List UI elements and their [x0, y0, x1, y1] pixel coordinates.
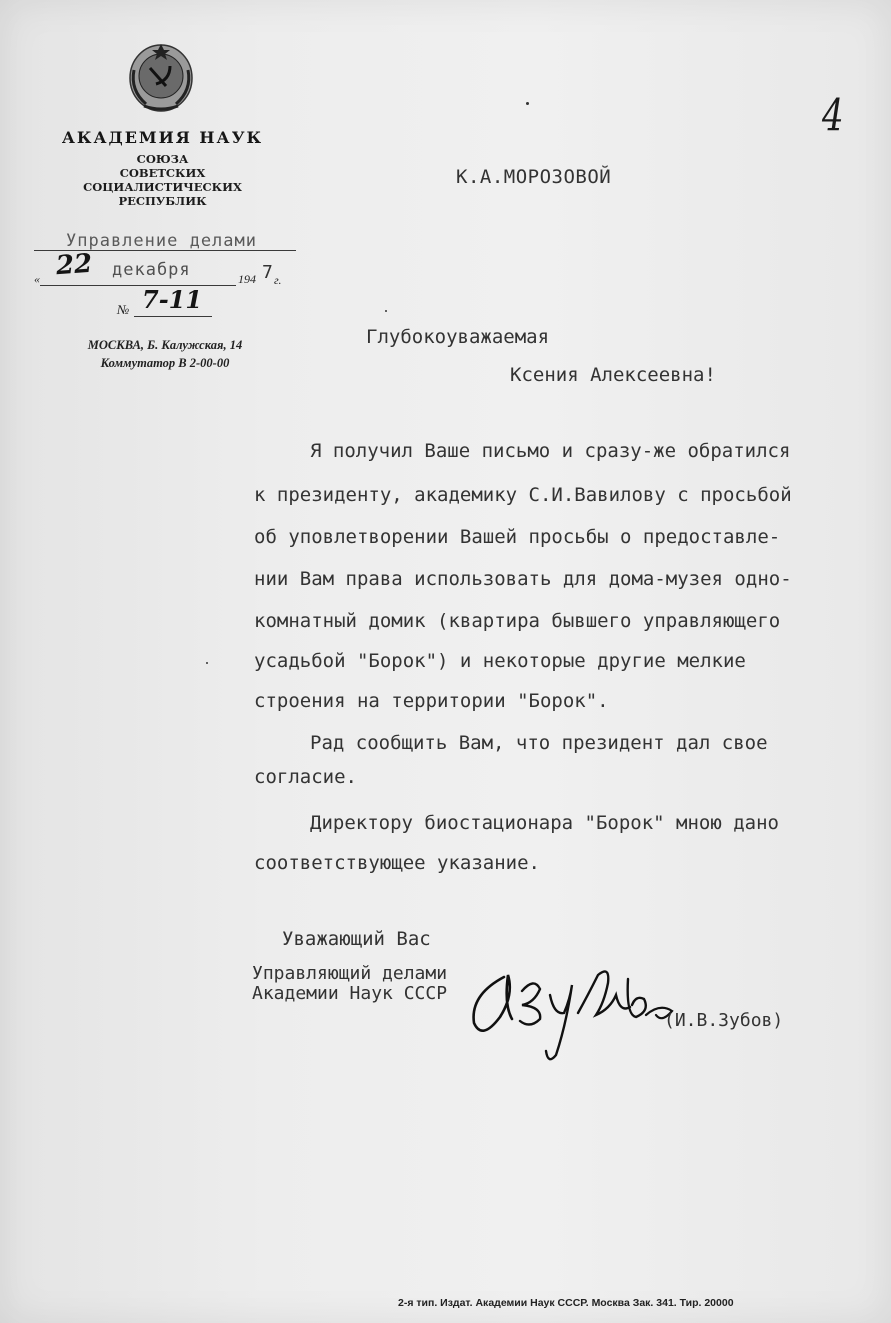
date-rule	[40, 285, 236, 286]
date-open-quote: «	[34, 272, 40, 286]
org-subtitle	[40, 152, 285, 208]
address-line: МОСКВА, Б. Калужская, 14	[87, 338, 243, 352]
body-line: к президенту, академику С.И.Вавилову с просьбой	[254, 484, 792, 506]
body-line: согласие.	[254, 766, 357, 788]
org-subtitle-line: СОЦИАЛИСТИЧЕСКИХ	[83, 180, 242, 194]
signer-title-line: Академии Наук СССР	[252, 983, 448, 1004]
number-rule	[134, 316, 212, 317]
org-title: АКАДЕМИЯ НАУК	[61, 128, 264, 147]
body-line: строения на территории "Борок".	[254, 690, 609, 712]
org-subtitle-line: СОЮЗА	[136, 152, 189, 166]
body-line: соответствующее указание.	[254, 852, 540, 874]
date-year-digit: 7	[262, 262, 273, 283]
recipient: К.А.МОРОЗОВОЙ	[456, 166, 612, 188]
date-year-prefix: 194	[238, 272, 256, 286]
printer-imprint: 2-я тип. Издат. Академии Наук СССР. Москва Зак. 341. Тир. 20000	[398, 1297, 734, 1309]
body-line: нии Вам права использовать для дома-музея одно-	[254, 568, 792, 590]
number-value: 7-11	[142, 285, 203, 314]
body-line: усадьбой "Борок") и некоторые другие мелкие	[254, 650, 746, 672]
signer-title	[252, 964, 447, 1004]
org-subtitle-line: СОВЕТСКИХ	[119, 166, 206, 180]
closing: Уважающий Вас	[282, 928, 431, 950]
date-year-suffix: г.	[274, 273, 282, 287]
date-month: декабря	[112, 260, 191, 280]
org-subtitle-line: РЕСПУБЛИК	[118, 194, 207, 208]
number-label: №	[117, 302, 130, 317]
body-line: комнатный домик (квартира бывшего управляющего	[254, 610, 781, 632]
signer-name: (И.В.Зубов)	[664, 1010, 784, 1031]
address-line: Коммутатор В 2-00-00	[100, 356, 230, 370]
state-emblem-icon	[126, 40, 196, 114]
body-line: Я получил Ваше письмо и сразу-же обратился	[310, 440, 791, 462]
department: Управление делами	[66, 231, 257, 251]
address	[40, 336, 290, 372]
page-number: 4	[822, 90, 844, 142]
paper-speck	[526, 102, 529, 105]
paper-speck	[385, 310, 387, 312]
salutation-line-2: Ксения Алексеевна!	[510, 364, 716, 386]
body-line: об уповлетворении Вашей просьбы о предоставле-	[254, 526, 781, 548]
date-day: 22	[54, 248, 94, 282]
signer-title-line: Управляющий делами	[252, 963, 448, 984]
paper-speck	[206, 662, 208, 664]
body-line: Рад сообщить Вам, что президент дал свое	[310, 732, 768, 754]
salutation-line-1: Глубокоуважаемая	[366, 326, 550, 348]
body-line: Директору биостационара "Борок" мною дано	[310, 812, 779, 834]
